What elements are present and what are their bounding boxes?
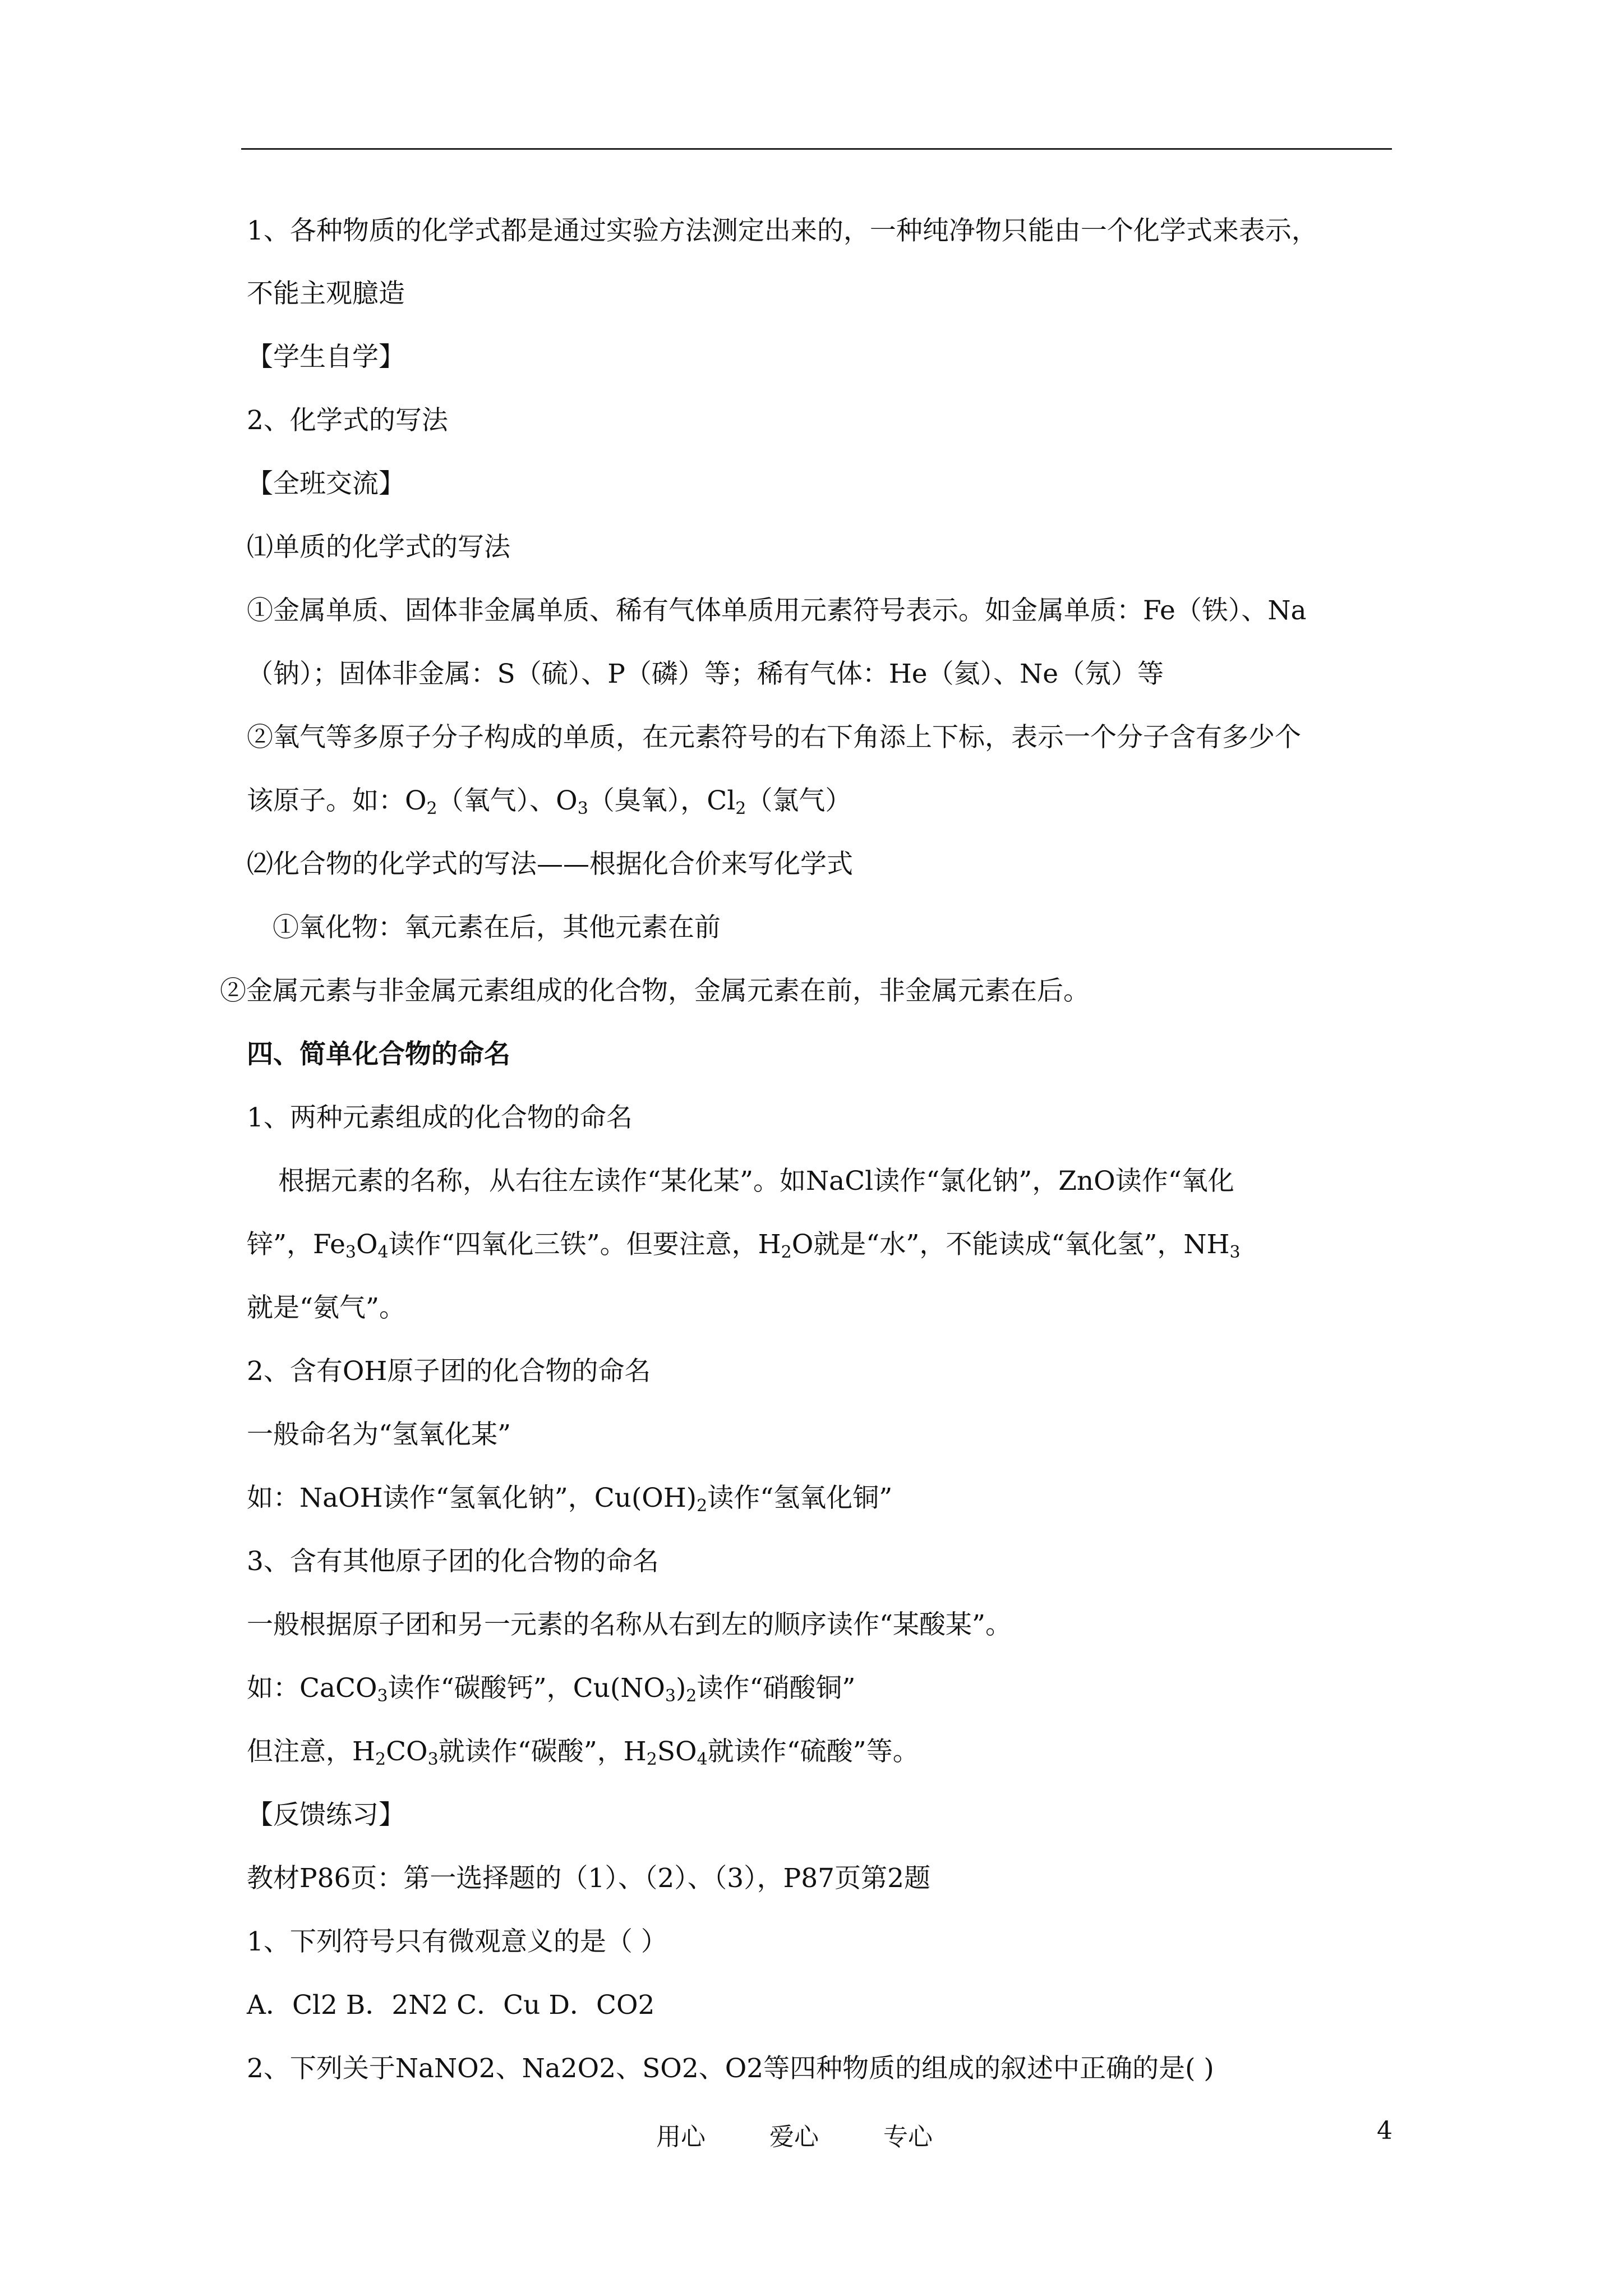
page-number: 4 bbox=[1377, 2116, 1393, 2145]
question-1-options: A．Cl2 B．2N2 C．Cu D．CO2 bbox=[247, 1990, 655, 2021]
text-line: ②金属元素与非金属元素组成的化合物，金属元素在前，非金属元素在后。 bbox=[220, 976, 1090, 1006]
text-line: 教材P86页：第一选择题的（1）、（2）、（3），P87页第2题 bbox=[247, 1863, 930, 1894]
text-line: 2、含有OH原子团的化合物的命名 bbox=[247, 1356, 651, 1387]
text-line: 1、各种物质的化学式都是通过实验方法测定出来的，一种纯净物只能由一个化学式来表示， bbox=[247, 215, 1318, 246]
text-line: 不能主观臆造 bbox=[247, 278, 405, 309]
text-line: 如：CaCO$_3$读作“碳酸钙”，$Cu(NO_3)_2$读作“硝酸铜” bbox=[247, 1673, 856, 1706]
question-1: 1、下列符号只有微观意义的是（ ） bbox=[247, 1926, 667, 1957]
text-line: ⑴单质的化学式的写法 bbox=[247, 532, 510, 563]
text-line: 锌”，$Fe_3O_4$读作“四氧化三铁”。但要注意，$H_2O$就是“水”，不能读成“氧化氢”，$NH_3$ bbox=[247, 1229, 1241, 1262]
header-rule bbox=[241, 148, 1392, 150]
footer-text: 专心 bbox=[883, 2123, 933, 2151]
text-line: ①氧化物：氧元素在后，其他元素在前 bbox=[273, 912, 721, 943]
text-line: 一般根据原子团和另一元素的名称从右到左的顺序读作“某酸某”。 bbox=[247, 1609, 1012, 1640]
text-line: 根据元素的名称，从右往左读作“某化某”。如NaCl读作“氯化钠”，ZnO读作“氧化 bbox=[278, 1166, 1234, 1197]
section-heading: 【学生自学】 bbox=[247, 342, 405, 372]
footer-text: 用心 bbox=[656, 2123, 706, 2151]
text-line: ⑵化合物的化学式的写法——根据化合价来写化学式 bbox=[247, 849, 853, 880]
text-line: 该原子。如：$O_2$（氧气）、$O_3$（臭氧），$Cl_2$（氯气） bbox=[247, 785, 852, 818]
text-line: 如：NaOH读作“氢氧化钠”，$Cu(OH)_2$读作“氢氧化铜” bbox=[247, 1483, 893, 1516]
section-heading: 【全班交流】 bbox=[247, 468, 405, 499]
text-line: ①金属单质、固体非金属单质、稀有气体单质用元素符号表示。如金属单质：Fe（铁）、Na bbox=[247, 595, 1307, 626]
text-line: 1、两种元素组成的化合物的命名 bbox=[247, 1102, 633, 1133]
text-line: 但注意，$H_2CO_3$就读作“碳酸”，$H_2SO_4$就读作“硫酸”等。 bbox=[247, 1736, 919, 1769]
text-line: （钠）；固体非金属：S（硫）、P（磷）等；稀有气体：He（氦）、Ne（氖）等 bbox=[247, 659, 1164, 689]
section-heading: 【反馈练习】 bbox=[247, 1800, 405, 1830]
text-line: 一般命名为“氢氧化某” bbox=[247, 1419, 511, 1450]
text-line: 3、含有其他原子团的化合物的命名 bbox=[247, 1546, 659, 1577]
section-heading: 四、简单化合物的命名 bbox=[247, 1039, 510, 1070]
footer-text: 爱心 bbox=[769, 2123, 819, 2151]
text-line: 2、化学式的写法 bbox=[247, 405, 448, 436]
text-line: 就是“氨气”。 bbox=[247, 1292, 406, 1323]
question-2: 2、下列关于NaNO2、Na2O2、SO2、O2等四种物质的组成的叙述中正确的是( ) bbox=[247, 2053, 1214, 2084]
text-line: ②氧气等多原子分子构成的单质，在元素符号的右下角添上下标，表示一个分子含有多少个 bbox=[247, 722, 1301, 753]
